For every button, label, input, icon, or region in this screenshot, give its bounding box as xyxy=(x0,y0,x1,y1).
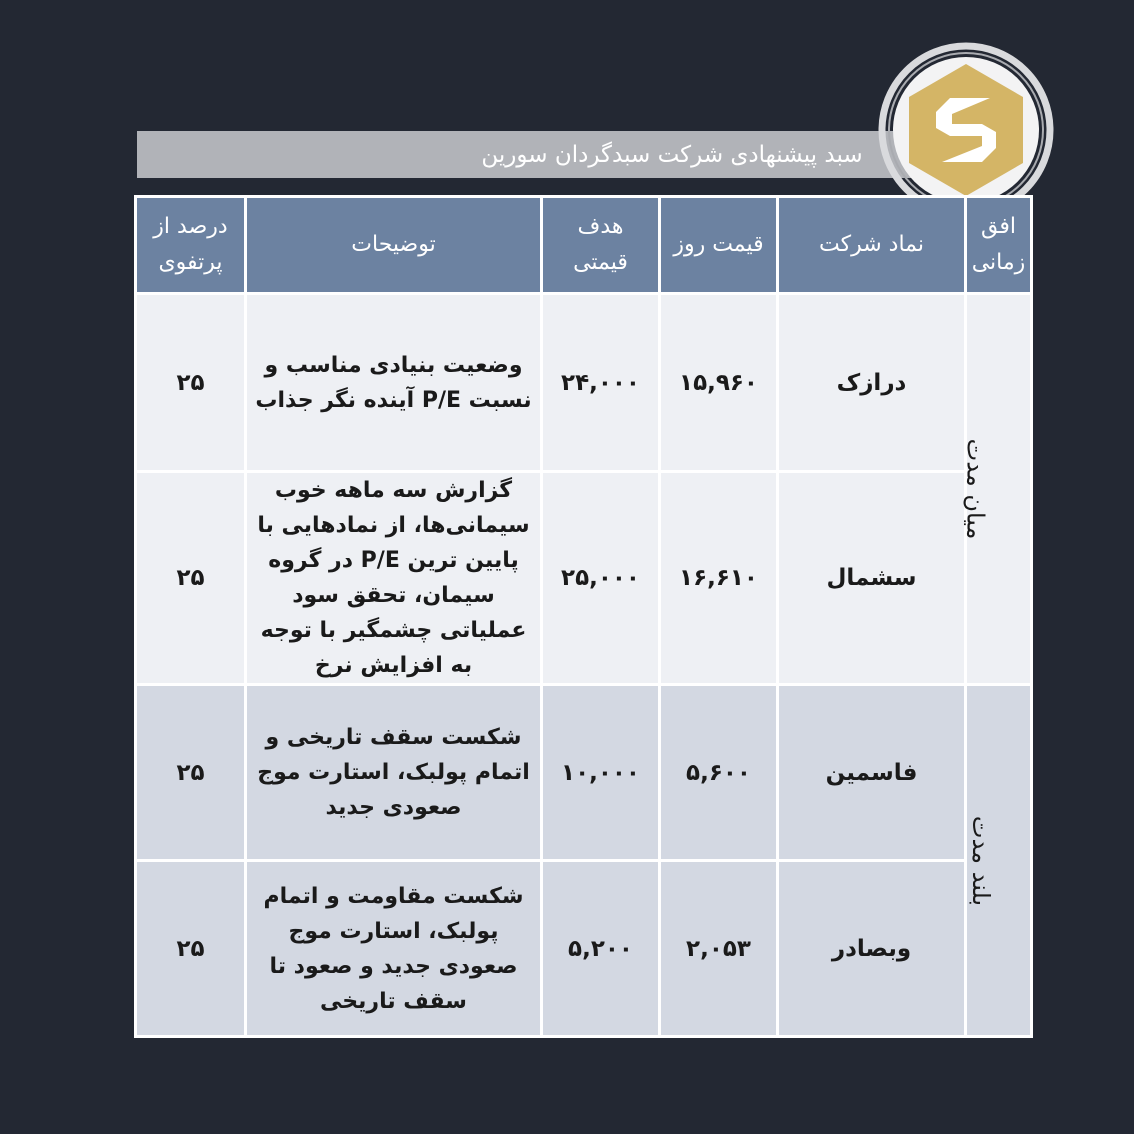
weight-cell: ۲۵ xyxy=(136,294,246,472)
table-row xyxy=(136,685,1032,861)
target-cell: ۲۵,۰۰۰ xyxy=(542,472,660,685)
price-cell: ۵,۶۰۰ xyxy=(660,685,778,861)
weight-cell: ۲۵ xyxy=(136,685,246,861)
page-title: سبد پیشنهادی شرکت سبدگردان سورین xyxy=(481,141,863,168)
header-price: قیمت روز xyxy=(660,197,778,294)
title-bar xyxy=(137,131,937,178)
description-cell: گزارش سه ماهه خوب سیمانی‌ها، از نمادهایی با پایین ترین P/E در گروه سیمان، تحقق سود عملیاتی چشمگیر با توجه به افزایش نرخ xyxy=(246,472,542,685)
horizon-cell-long xyxy=(966,685,1032,1037)
target-cell: ۵,۲۰۰ xyxy=(542,861,660,1037)
symbol-cell: فاسمین xyxy=(778,685,966,861)
header-symbol: نماد شرکت xyxy=(778,197,966,294)
table-row xyxy=(136,294,1032,472)
table-header-row xyxy=(136,197,1032,294)
description-cell: وضعیت بنیادی مناسب و نسبت P/E آینده نگر جذاب xyxy=(246,294,542,472)
header-horizon: افق زمانی xyxy=(966,197,1032,294)
table-row xyxy=(136,861,1032,1037)
symbol-cell: وبصادر xyxy=(778,861,966,1037)
header-weight: درصد از پرتفوی xyxy=(136,197,246,294)
company-logo-icon xyxy=(878,42,1054,218)
target-cell: ۲۴,۰۰۰ xyxy=(542,294,660,472)
basket-table xyxy=(134,195,1033,1038)
description-cell: شکست مقاومت و اتمام پولبک، استارت موج صعودی جدید و صعود تا سقف تاریخی xyxy=(246,861,542,1037)
header-description: توضیحات xyxy=(246,197,542,294)
table-row xyxy=(136,472,1032,685)
symbol-cell: درازک xyxy=(778,294,966,472)
weight-cell: ۲۵ xyxy=(136,861,246,1037)
horizon-label: بلند مدت xyxy=(966,815,995,906)
horizon-cell-mid xyxy=(961,294,1032,685)
header-target: هدف قیمتی xyxy=(542,197,660,294)
price-cell: ۱۵,۹۶۰ xyxy=(660,294,778,472)
weight-cell: ۲۵ xyxy=(136,472,246,685)
symbol-cell: سشمال xyxy=(778,472,966,685)
price-cell: ۲,۰۵۳ xyxy=(660,861,778,1037)
horizon-label: میان مدت xyxy=(961,438,990,540)
target-cell: ۱۰,۰۰۰ xyxy=(542,685,660,861)
description-cell: شکست سقف تاریخی و اتمام پولبک، استارت موج صعودی جدید xyxy=(246,685,542,861)
price-cell: ۱۶,۶۱۰ xyxy=(660,472,778,685)
